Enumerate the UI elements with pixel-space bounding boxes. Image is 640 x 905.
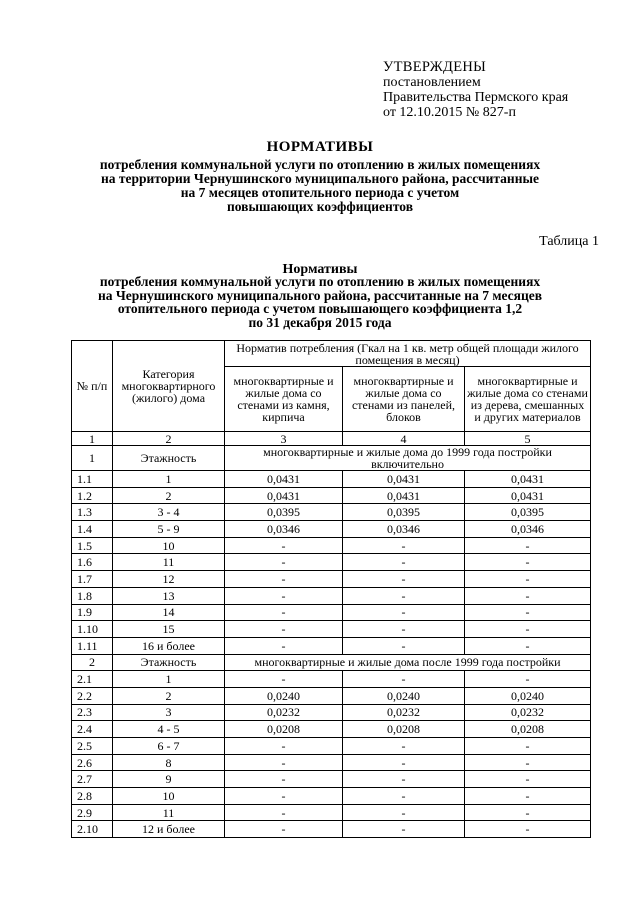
row-num: 1.11: [72, 637, 113, 654]
row-floors: 1: [113, 471, 225, 488]
table-row: [72, 621, 591, 638]
row-num: 1.9: [72, 604, 113, 621]
row-floors: 15: [113, 621, 225, 638]
row-num: 1.6: [72, 554, 113, 571]
cell-wood: 0,0208: [465, 721, 591, 738]
table-row: [72, 537, 591, 554]
table-row: [72, 587, 591, 604]
row-floors: 12: [113, 571, 225, 588]
cell-stone: -: [225, 771, 343, 788]
row-floors: 2: [113, 687, 225, 704]
cell-wood: 0,0232: [465, 704, 591, 721]
column-number: 4: [343, 432, 465, 446]
row-num: 1.10: [72, 621, 113, 638]
row-floors: 10: [113, 537, 225, 554]
cell-panel: -: [343, 754, 465, 771]
group-description: многоквартирные и жилые дома до 1999 года постройки включительно: [225, 446, 591, 471]
cell-wood: 0,0431: [465, 471, 591, 488]
cell-wood: -: [465, 754, 591, 771]
cell-panel: -: [343, 738, 465, 755]
table-row: [72, 821, 591, 838]
row-num: 2.2: [72, 687, 113, 704]
row-floors: 9: [113, 771, 225, 788]
row-num: 1.5: [72, 537, 113, 554]
row-num: 1.2: [72, 487, 113, 504]
row-num: 2.10: [72, 821, 113, 838]
header-col4: многоквартирные и жилые дома со стенами из панелей, блоков: [343, 367, 465, 432]
cell-stone: -: [225, 621, 343, 638]
cell-wood: -: [465, 637, 591, 654]
cell-stone: -: [225, 637, 343, 654]
cell-panel: -: [343, 788, 465, 805]
cell-wood: -: [465, 771, 591, 788]
cell-wood: -: [465, 587, 591, 604]
cell-panel: -: [343, 637, 465, 654]
table-row: [72, 754, 591, 771]
cell-stone: -: [225, 738, 343, 755]
row-num: 2.7: [72, 771, 113, 788]
table-row: [72, 637, 591, 654]
cell-wood: -: [465, 537, 591, 554]
column-number: 1: [72, 432, 113, 446]
row-floors: 12 и более: [113, 821, 225, 838]
row-floors: 13: [113, 587, 225, 604]
cell-stone: 0,0232: [225, 704, 343, 721]
row-num: 2.9: [72, 804, 113, 821]
cell-panel: -: [343, 571, 465, 588]
approval-line: Правительства Пермского края: [383, 90, 569, 105]
cell-panel: -: [343, 537, 465, 554]
column-number: 5: [465, 432, 591, 446]
cell-stone: -: [225, 754, 343, 771]
cell-panel: 0,0431: [343, 471, 465, 488]
cell-wood: 0,0431: [465, 487, 591, 504]
cell-panel: -: [343, 621, 465, 638]
approval-heading: УТВЕРЖДЕНЫ: [383, 59, 487, 75]
table-row: [72, 721, 591, 738]
group-num: 1: [72, 446, 113, 471]
column-number: 2: [113, 432, 225, 446]
header-norm: Норматив потребления (Гкал на 1 кв. метр общей площади жилого помещения в месяц): [225, 341, 591, 367]
cell-stone: 0,0431: [225, 487, 343, 504]
row-floors: 8: [113, 754, 225, 771]
row-floors: 2: [113, 487, 225, 504]
row-num: 1.4: [72, 521, 113, 538]
document-title: НОРМАТИВЫ: [266, 139, 374, 155]
table-row: [72, 487, 591, 504]
table-body: [72, 446, 591, 838]
table-row: [72, 738, 591, 755]
approval-stamp: [383, 60, 568, 120]
table-row: [72, 704, 591, 721]
row-num: 1.3: [72, 504, 113, 521]
cell-panel: -: [343, 804, 465, 821]
row-floors: 10: [113, 788, 225, 805]
cell-wood: -: [465, 571, 591, 588]
subtitle-line: отопительного периода с учетом повышающего коэффициента 1,2: [117, 301, 523, 316]
group-description: многоквартирные и жилые дома после 1999 года постройки: [225, 654, 591, 671]
cell-stone: -: [225, 821, 343, 838]
header-col5: многоквартирные и жилые дома со стенами из дерева, смешанных и других материалов: [465, 367, 591, 432]
column-number: 3: [225, 432, 343, 446]
row-floors: 3: [113, 704, 225, 721]
table-label: Таблица 1: [539, 234, 599, 249]
cell-panel: -: [343, 554, 465, 571]
cell-panel: 0,0431: [343, 487, 465, 504]
cell-panel: 0,0395: [343, 504, 465, 521]
cell-wood: 0,0395: [465, 504, 591, 521]
cell-panel: -: [343, 671, 465, 688]
subtitle-line: на 7 месяцев отопительного периода с учетом: [180, 185, 460, 200]
row-floors: 6 - 7: [113, 738, 225, 755]
group-label: Этажность: [113, 654, 225, 671]
row-floors: 1: [113, 671, 225, 688]
row-floors: 5 - 9: [113, 521, 225, 538]
row-num: 1.8: [72, 587, 113, 604]
subtitle-line: на территории Чернушинского муниципального района, рассчитанные: [100, 171, 540, 186]
section-title: Нормативы: [282, 262, 358, 277]
row-floors: 11: [113, 554, 225, 571]
cell-wood: 0,0240: [465, 687, 591, 704]
cell-wood: -: [465, 821, 591, 838]
cell-panel: 0,0240: [343, 687, 465, 704]
cell-stone: 0,0208: [225, 721, 343, 738]
table-row: [72, 504, 591, 521]
cell-wood: 0,0346: [465, 521, 591, 538]
row-num: 1.1: [72, 471, 113, 488]
subtitle-line: повышающих коэффициентов: [226, 199, 413, 214]
cell-stone: 0,0431: [225, 471, 343, 488]
table-group-row: [72, 654, 591, 671]
table-row: [72, 471, 591, 488]
row-floors: 4 - 5: [113, 721, 225, 738]
approval-line: постановлением: [383, 75, 481, 90]
table-row: [72, 521, 591, 538]
subtitle-line: потребления коммунальной услуги по отоплению в жилых помещениях: [99, 157, 541, 172]
cell-wood: -: [465, 671, 591, 688]
document-subtitle: [40, 158, 600, 214]
row-num: 1.7: [72, 571, 113, 588]
row-floors: 3 - 4: [113, 504, 225, 521]
table-header: [72, 341, 591, 446]
row-num: 2.3: [72, 704, 113, 721]
group-num: 2: [72, 654, 113, 671]
approval-line: от 12.10.2015 № 827-п: [383, 105, 516, 120]
cell-panel: 0,0208: [343, 721, 465, 738]
cell-stone: 0,0346: [225, 521, 343, 538]
cell-stone: -: [225, 537, 343, 554]
header-col3: многоквартирные и жилые дома со стенами из камня, кирпича: [225, 367, 343, 432]
row-num: 2.6: [72, 754, 113, 771]
cell-stone: -: [225, 587, 343, 604]
cell-panel: 0,0232: [343, 704, 465, 721]
table-row: [72, 771, 591, 788]
cell-wood: -: [465, 788, 591, 805]
table-row: [72, 554, 591, 571]
row-num: 2.4: [72, 721, 113, 738]
cell-stone: -: [225, 604, 343, 621]
header-num: № п/п: [72, 341, 113, 432]
section-subtitle: [20, 275, 620, 329]
cell-panel: -: [343, 587, 465, 604]
cell-stone: -: [225, 671, 343, 688]
cell-stone: -: [225, 788, 343, 805]
table-row: [72, 671, 591, 688]
row-num: 2.5: [72, 738, 113, 755]
group-label: Этажность: [113, 446, 225, 471]
cell-panel: -: [343, 604, 465, 621]
table-group-row: [72, 446, 591, 471]
cell-panel: -: [343, 771, 465, 788]
norms-table: [71, 340, 591, 838]
table-row: [72, 571, 591, 588]
cell-panel: -: [343, 821, 465, 838]
row-floors: 11: [113, 804, 225, 821]
header-category: Категория многоквартирного (жилого) дома: [113, 341, 225, 432]
table-row: [72, 604, 591, 621]
table-row: [72, 687, 591, 704]
subtitle-line: по 31 декабря 2015 года: [248, 314, 392, 330]
subtitle-line: на Чернушинского муниципального района, рассчитанные на 7 месяцев: [97, 287, 543, 303]
cell-wood: -: [465, 804, 591, 821]
cell-stone: -: [225, 571, 343, 588]
cell-stone: 0,0240: [225, 687, 343, 704]
row-num: 2.8: [72, 788, 113, 805]
subtitle-line: потребления коммунальной услуги по отоплению в жилых помещениях: [99, 274, 541, 289]
cell-panel: 0,0346: [343, 521, 465, 538]
row-floors: 14: [113, 604, 225, 621]
cell-wood: -: [465, 738, 591, 755]
row-floors: 16 и более: [113, 637, 225, 654]
cell-wood: -: [465, 621, 591, 638]
cell-stone: -: [225, 804, 343, 821]
cell-wood: -: [465, 604, 591, 621]
row-num: 2.1: [72, 671, 113, 688]
cell-wood: -: [465, 554, 591, 571]
table-row: [72, 788, 591, 805]
cell-stone: -: [225, 554, 343, 571]
cell-stone: 0,0395: [225, 504, 343, 521]
table-row: [72, 804, 591, 821]
